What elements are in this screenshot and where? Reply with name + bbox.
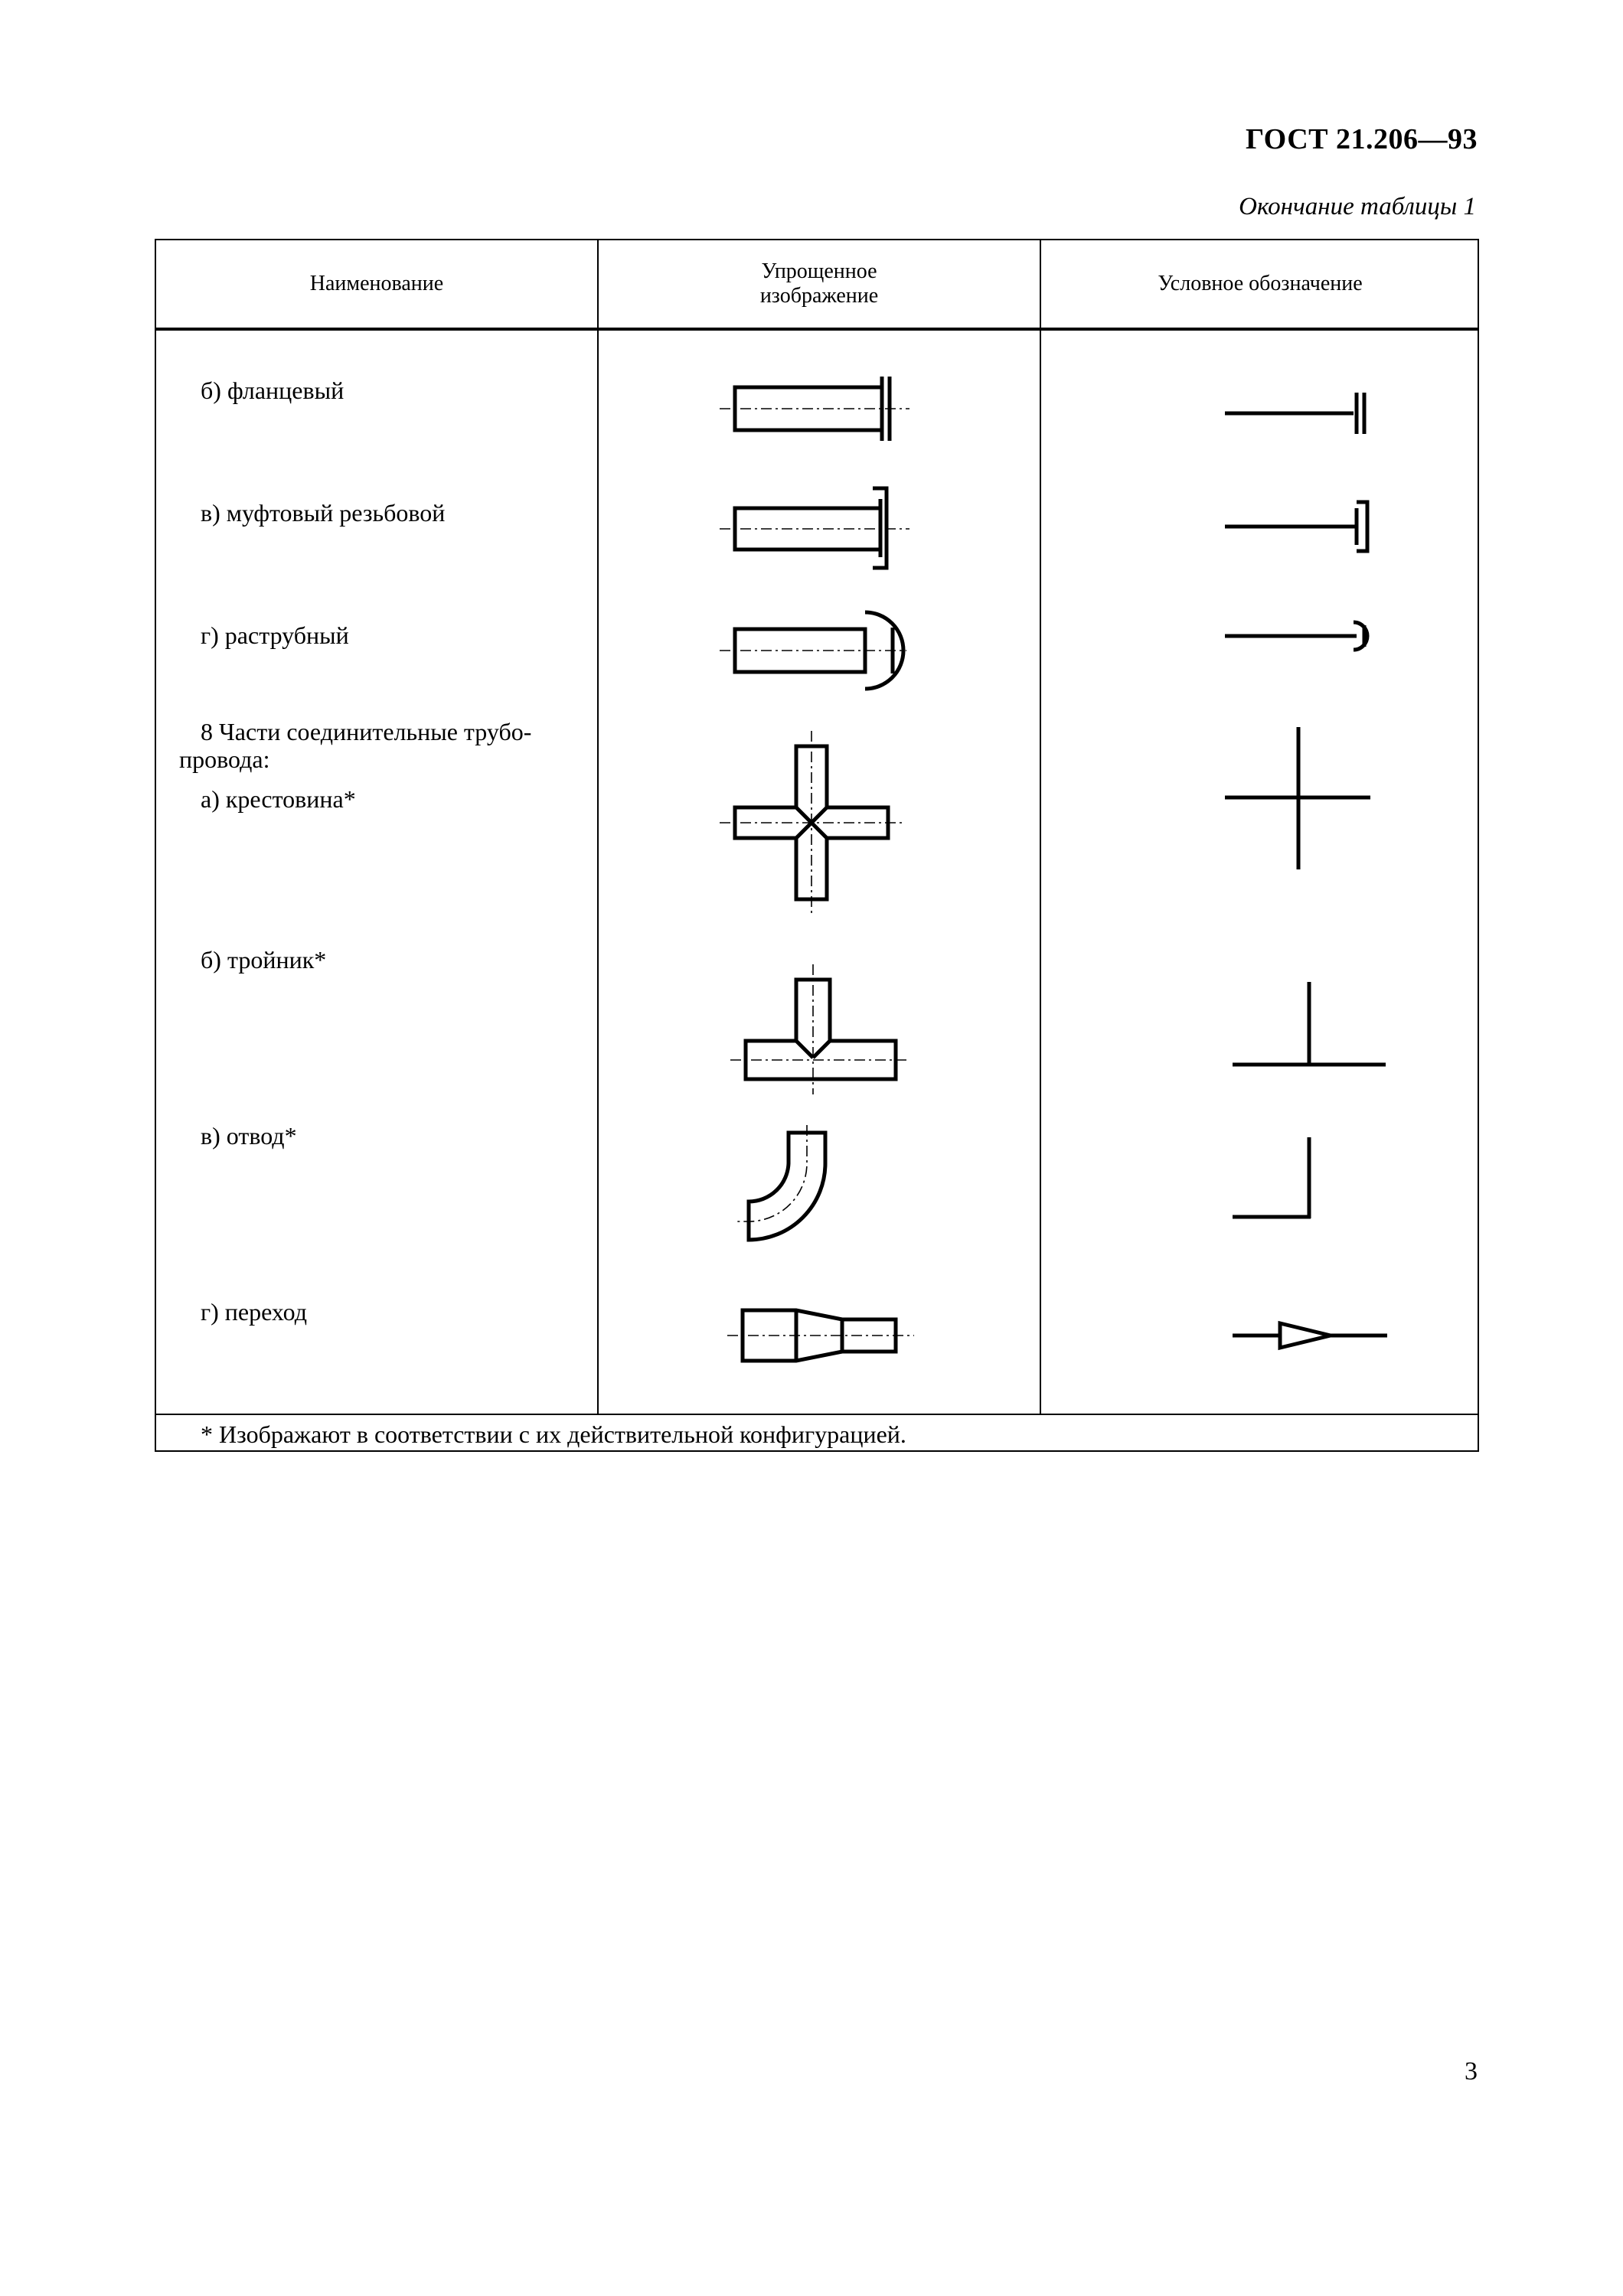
section-8-title-cont: провода: bbox=[179, 745, 270, 773]
column-divider bbox=[1040, 240, 1041, 1414]
row-label-threaded: в) муфтовый резьбовой bbox=[201, 499, 446, 527]
tee-fitting-symbol bbox=[1225, 976, 1393, 1075]
row-label-elbow: в) отвод* bbox=[201, 1122, 297, 1150]
reducer-fitting-symbol bbox=[1225, 1313, 1393, 1358]
row-label-cross: а) крестовина* bbox=[201, 785, 356, 813]
header-name: Наименование bbox=[309, 271, 444, 295]
tee-fitting-drawing bbox=[720, 964, 919, 1094]
footnote-divider bbox=[156, 1414, 1478, 1415]
flanged-pipe-end-drawing bbox=[720, 367, 919, 452]
row-label-flanged: б) фланцевый bbox=[201, 377, 345, 404]
table-footnote: * Изображают в соответствии с их действительной конфигурацией. bbox=[201, 1420, 906, 1448]
cross-fitting-symbol bbox=[1225, 727, 1378, 872]
socket-end-symbol bbox=[1225, 616, 1378, 670]
row-label-socket: г) раструбный bbox=[201, 621, 349, 649]
page-number: 3 bbox=[1465, 2057, 1478, 2086]
flanged-end-symbol bbox=[1225, 386, 1378, 440]
row-label-reducer: г) переход bbox=[201, 1298, 308, 1326]
threaded-coupling-drawing bbox=[720, 484, 919, 576]
standard-number: ГОСТ 21.206—93 bbox=[1245, 123, 1478, 155]
cross-fitting-drawing bbox=[720, 731, 903, 915]
table-caption: Окончание таблицы 1 bbox=[1239, 193, 1476, 220]
header-divider bbox=[156, 328, 1478, 331]
header-symbol: Условное обозначение bbox=[1158, 271, 1363, 295]
header-simplified: Упрощенное изображение bbox=[759, 259, 879, 308]
column-divider bbox=[597, 240, 599, 1414]
socket-end-drawing bbox=[720, 605, 919, 696]
threaded-coupling-symbol bbox=[1225, 497, 1378, 559]
section-8-title: 8 Части соединительные трубо- bbox=[201, 718, 532, 745]
elbow-fitting-drawing bbox=[720, 1125, 888, 1255]
reducer-fitting-drawing bbox=[720, 1301, 919, 1370]
elbow-fitting-symbol bbox=[1225, 1133, 1317, 1225]
row-label-tee: б) тройник* bbox=[201, 946, 327, 974]
